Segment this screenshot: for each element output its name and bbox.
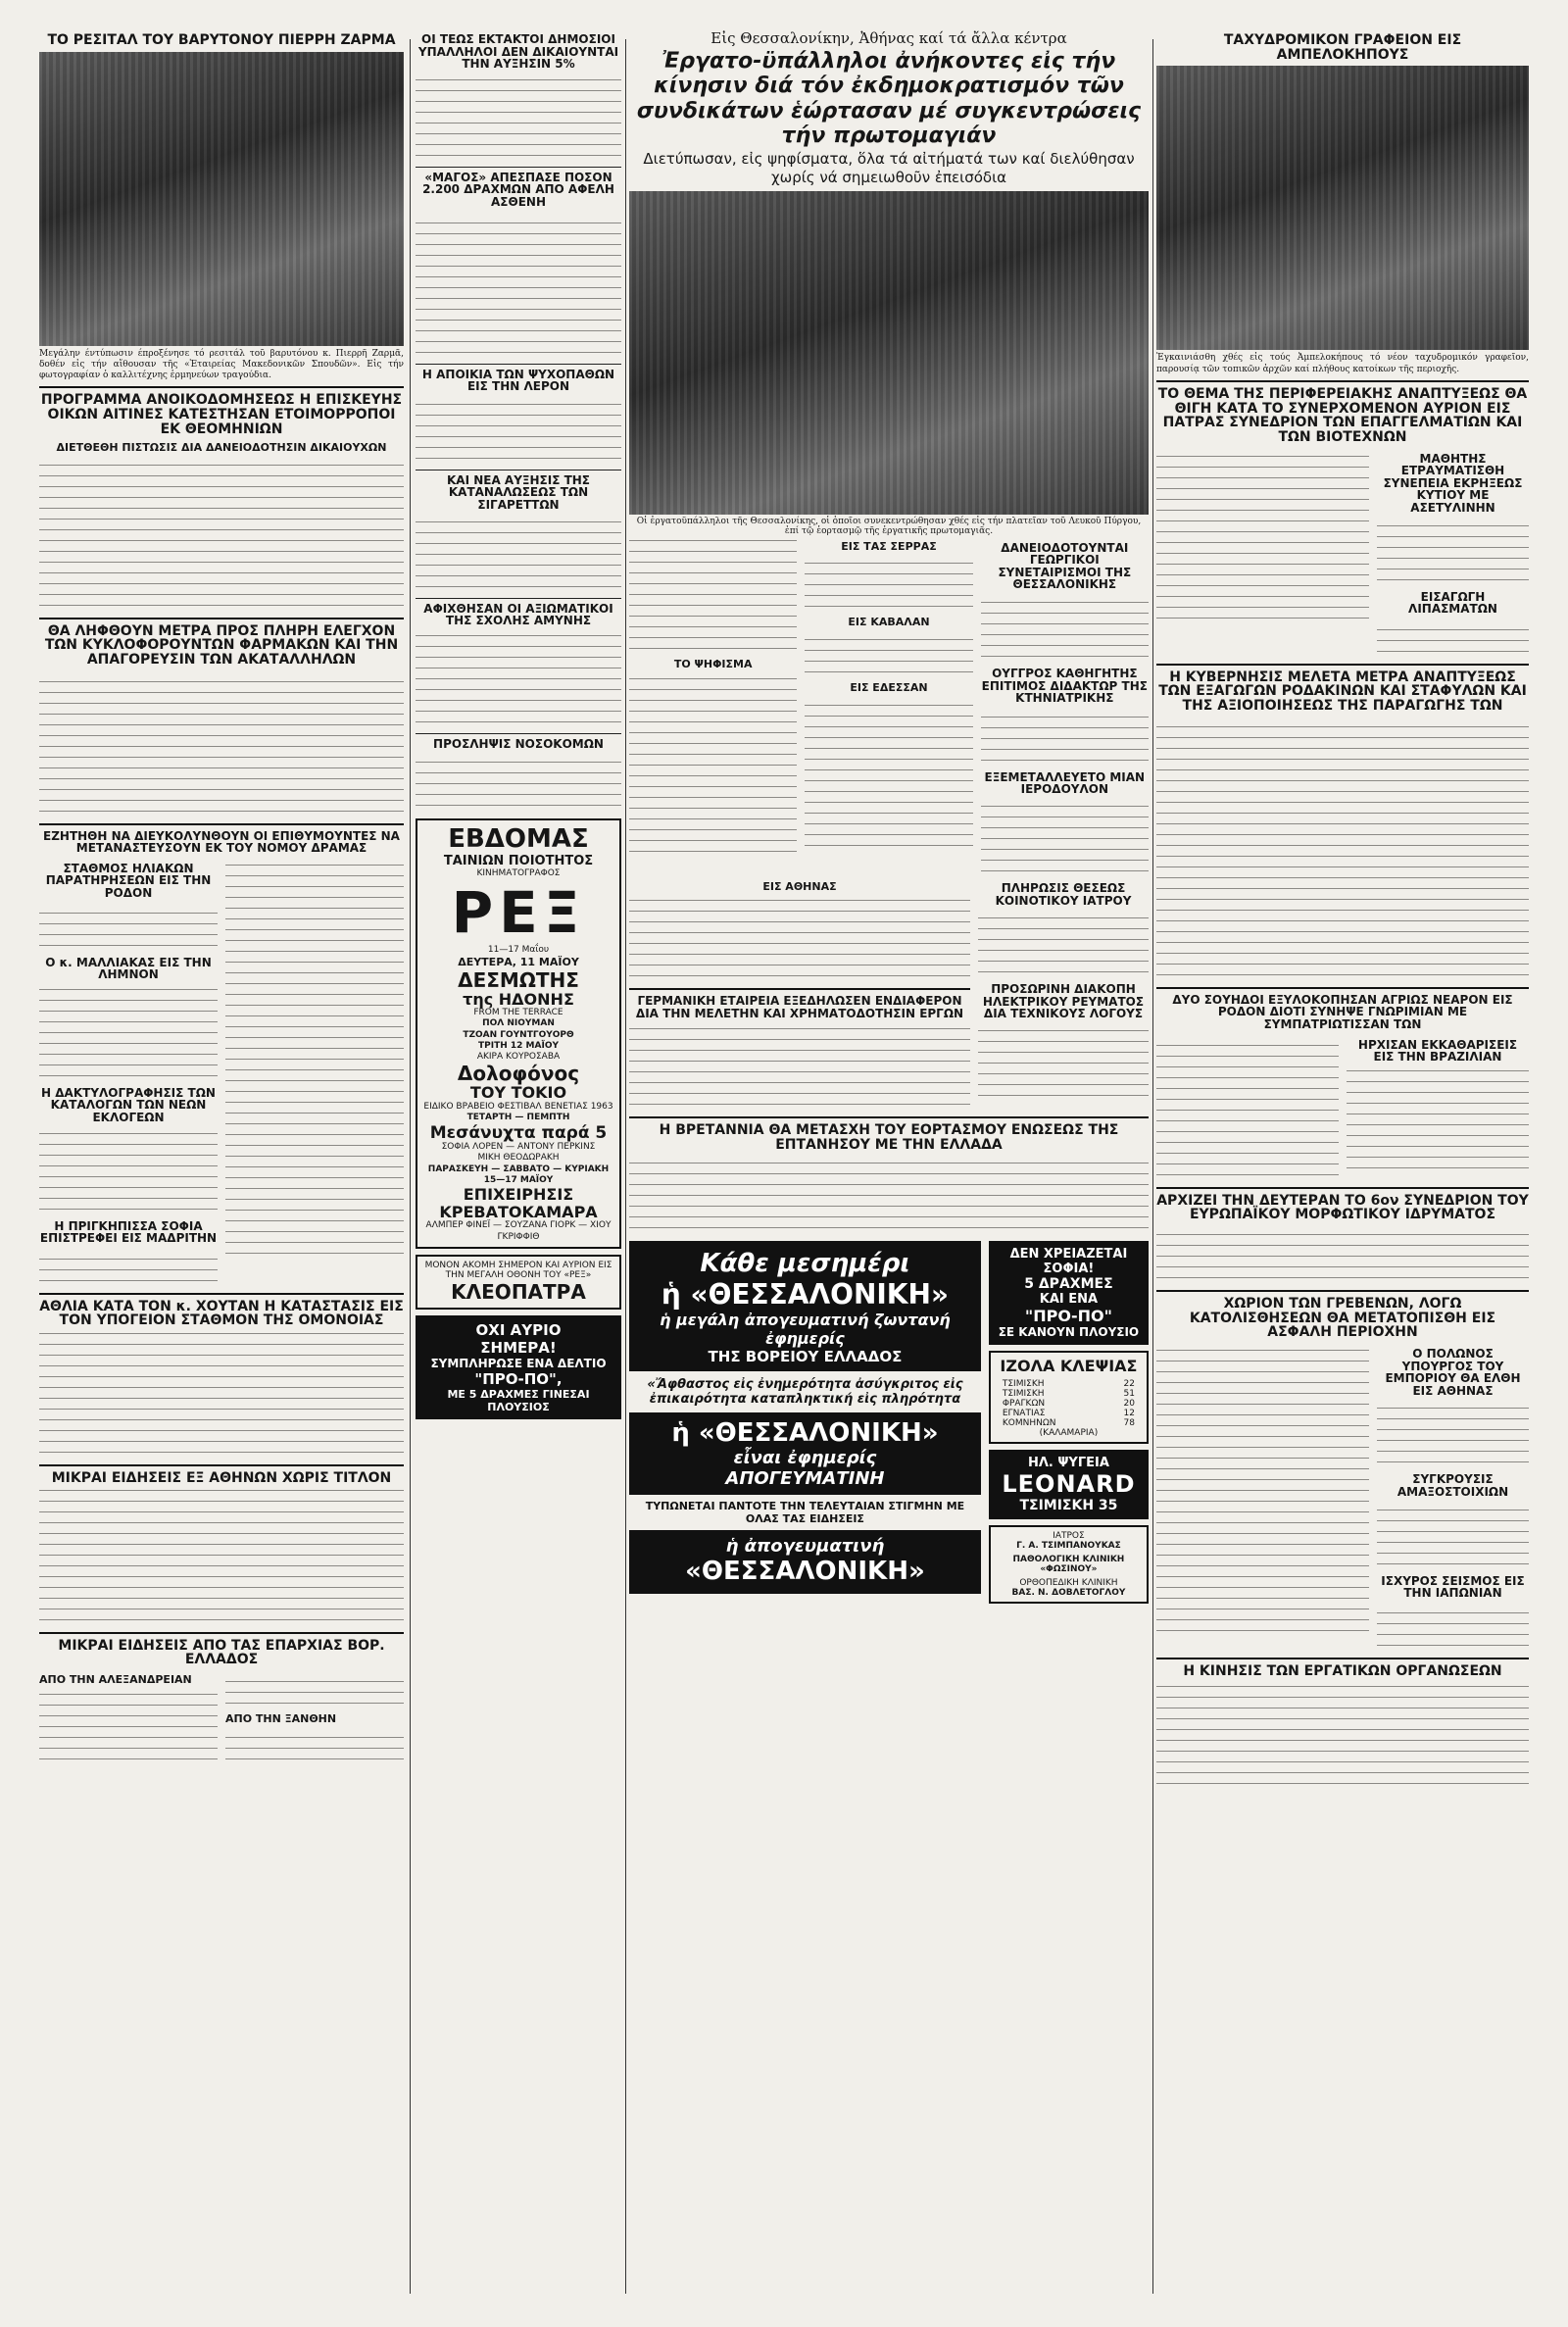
article-body (1156, 449, 1369, 625)
izola-row-name: ΕΓΝΑΤΙΑΣ (1002, 1408, 1046, 1418)
recital-photo-caption: Μεγάλην έντύπωσιν έπροξένησε τό ρεσιτάλ τοῦ βαρυτόνου κ. Πιερρῆ Ζαρμᾶ, δοθέν εἰς τήν αἴθουσαν τῆς «Ἑταιρείας Μακεδονικῶν Σπουδῶν». Εἰς τήν φωτογραφίαν ὁ καλλιτέχνης ἑρμηνεύων τραγούδια. (39, 348, 404, 381)
cinema-rex-ad (416, 818, 621, 1249)
headline-housing: ΠΡΟΓΡΑΜΜΑ ΑΝΟΙΚΟΔΟΜΗΣΕΩΣ Η ΕΠΙΣΚΕΥΗΣ ΟΙΚΩΝ ΑΙΤΙΝΕΣ ΚΑΤΕΣΤΗΣΑΝ ΕΤΟΙΜΟΡΡΟΠΟΙ ΕΚ ΘΕΟΜΗΝΙΩΝ (40, 392, 403, 437)
article-body (416, 631, 621, 729)
subhead-alexandreia: ΑΠΟ ΤΗΝ ΑΛΕΞΑΝΔΡΕΙΑΝ (39, 1673, 192, 1687)
headline-congress: ΑΡΧΙΖΕΙ ΤΗΝ ΔΕΥΤΕΡΑΝ ΤΟ 6ον ΣΥΝΕΔΡΙΟΝ ΤΟΥ ΕΥΡΩΠΑΪΚΟΥ ΜΟΡΦΩΤΙΚΟΥ ΙΔΡΥΜΑΤΟΣ (1156, 1192, 1529, 1223)
film-4-cast: ΑΛΜΠΕΡ ΦΙΝΕΪ — ΣΟΥΖΑΝΑ ΓΙΟΡΚ — ΧΙΟΥ ΓΚΡΙΦΦΙΘ (425, 1220, 612, 1242)
thess-l7: εἶναι ἐφημερίς (733, 1447, 877, 1468)
doctor-t4: ΟΡΘΟΠΕΔΙΚΗ ΚΛΙΝΙΚΗ (1019, 1577, 1118, 1588)
film-2-title: Δολοφόνος (457, 1062, 580, 1086)
film-2-note: ΕΙΔΙΚΟ ΒΡΑΒΕΙΟ ΦΕΣΤΙΒΑΛ ΒΕΝΕΤΙΑΣ 1963 (423, 1102, 613, 1112)
izola-row-number: 51 (1123, 1388, 1135, 1399)
article-body (39, 456, 404, 613)
film-2-title-b: ΤΟΥ ΤΟΚΙΟ (469, 1083, 567, 1103)
headline-labor: Η ΚΙΝΗΣΙΣ ΤΩΝ ΕΡΓΑΤΙΚΩΝ ΟΡΓΑΝΩΣΕΩΝ (1183, 1662, 1502, 1679)
doctor-t3: ΠΑΘΟΛΟΓΙΚΗ ΚΛΙΝΙΚΗ «ΦΩΣΙΝΟΥ» (1012, 1554, 1125, 1574)
doctor-t5: ΒΑΣ. Ν. ΔΟΒΛΕΤΟΓΛΟΥ (1011, 1587, 1126, 1598)
article-body (1347, 1067, 1529, 1175)
headline-drama: ΕΖΗΤΗΘΗ ΝΑ ΔΙΕΥΚΟΛΥΝΘΟΥΝ ΟΙ ΕΠΙΘΥΜΟΥΝΤΕΣ ΝΑ ΜΕΤΑΝΑΣΤΕΥΣΟΥΝ ΕΚ ΤΟΥ ΝΟΜΟΥ ΔΡΑΜΑΣ (43, 828, 400, 856)
film-1-original: FROM THE TERRACE (473, 1008, 564, 1018)
thess-l3: ἡ μεγάλη ἀπογευματινή ζωντανή ἐφημερίς (660, 1310, 951, 1348)
izola-row-number: 78 (1123, 1417, 1135, 1428)
headline-peaches: Η ΚΥΒΕΡΝΗΣΙΣ ΜΕΛΕΤΑ ΜΕΤΡΑ ΑΝΑΠΤΥΞΕΩΣ ΤΩΝ ΕΞΑΓΩΓΩΝ ΡΟΔΑΚΙΝΩΝ ΚΑΙ ΣΤΑΦΥΛΩΝ ΚΑΙ ΤΗΣ ΑΞΙΟΠΟΙΗΣΕΩΣ ΤΗΣ ΠΑΡΑΓΩΓΗΣ ΤΩΝ (1158, 668, 1527, 715)
propo-side-l4: "ΠΡΟ-ΠΟ" (1024, 1306, 1112, 1325)
column-divider (625, 39, 626, 2294)
film-3-cast: ΣΟΦΙΑ ΛΟΡΕΝ — ΑΝΤΟΝΥ ΠΕΡΚΙΝΣ (441, 1142, 596, 1153)
izola-row (995, 1379, 1143, 1389)
headline-patras: ΤΟ ΘΕΜΑ ΤΗΣ ΠΕΡΙΦΕΡΕΙΑΚΗΣ ΑΝΑΠΤΥΞΕΩΣ ΘΑ ΘΙΓΗ ΚΑΤΑ ΤΟ ΣΥΝΕΡΧΟΜΕΝΟΝ ΑΥΡΙΟΝ ΕΙΣ ΠΑΤΡΑΣ ΣΥΝΕΔΡΙΟΝ ΤΩΝ ΕΠΑΓΓΕΛΜΑΤΙΩΝ ΚΑΙ ΤΩΝ ΒΙΟΤΕΧΝΩΝ (1157, 385, 1528, 445)
cinema-day-1: ΔΕΥΤΕΡΑ, 11 ΜΑΪΟΥ (458, 955, 579, 968)
article-body (39, 671, 404, 818)
izola-area: (ΚΑΛΑΜΑΡΙΑ) (1039, 1427, 1099, 1438)
article-body (805, 555, 972, 614)
main-kicker: Εἰς Θεσσαλονίκην, Ἀθήνας καί τά ἄλλα κέντρα (710, 29, 1067, 47)
thess-l10: ἡ ἀπογευματινή (725, 1535, 885, 1557)
cinema-week: ΕΒΔΟΜΑΣ (448, 824, 589, 855)
subhead-kavala: ΕΙΣ ΚΑΒΑΛΑΝ (848, 615, 930, 628)
thess-l2: ἡ «ΘΕΣΣΑΛΟΝΙΚΗ» (661, 1277, 950, 1311)
article-body (225, 859, 404, 1261)
izola-row-name: ΤΣΙΜΙΣΚΗ (1002, 1388, 1045, 1399)
headline-leros: Η ΑΠΟΙΚΙΑ ΤΩΝ ΨΥΧΟΠΑΘΩΝ ΕΙΣ ΤΗΝ ΛΕΡΟΝ (421, 367, 615, 394)
headline-swedes: ΔΥΟ ΣΟΥΗΔΟΙ ΕΞΥΛΟΚΟΠΗΣΑΝ ΑΓΡΙΩΣ ΝΕΑΡΟΝ ΕΙΣ ΡΟΔΟΝ ΔΙΟΤΙ ΣΥΝΗΨΕ ΓΝΩΡΙΜΙΑΝ ΜΕ ΣΥΜΠΑΤΡΙΩΤΙΣΣΑΝ ΤΩΝ (1172, 992, 1513, 1032)
article-body (1156, 718, 1529, 982)
izola-title: ΙΖΟΛΑ ΚΛΕΨΙΑΣ (1000, 1356, 1138, 1375)
izola-row-number: 22 (1123, 1378, 1135, 1389)
leonard-brand: LEONARD (1002, 1469, 1136, 1498)
doctor-t1: ΙΑΤΡΟΣ (1053, 1530, 1085, 1541)
headline-magos: «ΜΑΓΟΣ» ΑΠΕΣΠΑΣΕ ΠΟΣΟΝ 2.200 ΔΡΑΧΜΩΝ ΑΠΟ ΑΦΕΛΗ ΑΣΘΕΝΗ (422, 170, 614, 209)
film-4-pre: ΜΙΚΗ ΘΕΟΔΩΡΑΚΗ (477, 1153, 560, 1164)
thess-l5: «Ἄφθαστος εἰς ἐνημερότητα ἀσύγκριτος εἰς ἐπικαιρότητα καταπληκτική εἰς πληρότητα (629, 1371, 981, 1412)
izola-row (995, 1389, 1143, 1399)
article-body (416, 516, 621, 594)
film-1-title: ΔΕΣΜΩΤΗΣ (458, 967, 579, 992)
propo-ad (416, 1315, 621, 1419)
thess-l9: ΤΥΠΩΝΕΤΑΙ ΠΑΝΤΟΤΕ ΤΗΝ ΤΕΛΕΥΤΑΙΑΝ ΣΤΙΓΜΗΝ ΜΕ ΟΛΑΣ ΤΑΣ ΕΙΔΗΣΕΙΣ (629, 1495, 981, 1530)
column-2 (416, 29, 621, 2284)
izola-row-name: ΚΟΜΝΗΝΩΝ (1002, 1417, 1056, 1428)
recital-photo (39, 52, 404, 346)
headline-rhodes-solar: ΣΤΑΘΜΟΣ ΗΛΙΑΚΩΝ ΠΑΡΑΤΗΡΗΣΕΩΝ ΕΙΣ ΤΗΝ ΡΟΔΟΝ (45, 861, 212, 900)
izola-row-name: ΦΡΑΓΚΩΝ (1002, 1398, 1046, 1409)
article-body (1377, 1401, 1529, 1469)
leonard-ad (989, 1450, 1149, 1519)
izola-row-number: 20 (1123, 1398, 1135, 1409)
cinema-films: ΤΑΙΝΙΩΝ ΠΟΙΟΤΗΤΟΣ (443, 854, 594, 869)
column-divider (410, 39, 411, 2294)
headline-brazil: ΗΡΧΙΣΑΝ ΕΚΚΑΘΑΡΙΣΕΙΣ ΕΙΣ ΤΗΝ ΒΡΑΖΙΛΙΑΝ (1357, 1037, 1518, 1064)
article-body (805, 696, 972, 853)
headline-fertilizer: ΕΙΣΑΓΩΓΗ ΛΙΠΑΣΜΑΤΩΝ (1408, 589, 1497, 617)
cinema-kind: ΚΙΝΗΜΑΤΟΓΡΑΦΟΣ (476, 868, 561, 879)
propo-l1: ΟΧΙ ΑΥΡΙΟ (475, 1320, 562, 1339)
headline-athens-news: ΜΙΚΡΑΙ ΕΙΔΗΣΕΙΣ ΕΞ ΑΘΗΝΩΝ ΧΩΡΙΣ ΤΙΤΛΟΝ (51, 1470, 392, 1487)
leonard-addr: ΤΣΙΜΙΣΚΗ 35 (1019, 1497, 1118, 1513)
column-divider (1152, 39, 1153, 2294)
film-4-title: ΕΠΙΧΕΙΡΗΣΙΣ ΚΡΕΒΑΤΟΚΑΜΑΡΑ (439, 1185, 598, 1221)
subhead-athens: ΕΙΣ ΑΘΗΝΑΣ (762, 880, 837, 894)
headline-drugs: ΘΑ ΛΗΦΘΟΥΝ ΜΕΤΡΑ ΠΡΟΣ ΠΛΗΡΗ ΕΛΕΓΧΟΝ ΤΩΝ ΚΥΚΛΟΦΟΡΟΥΝΤΩΝ ΦΑΡΜΑΚΩΝ ΚΑΙ ΤΗΝ ΑΠΑΓΟΡΕΥΣΙΝ ΤΩΝ ΑΚΑΤΑΛΛΗΛΩΝ (44, 622, 399, 668)
cinema-days-4: ΠΑΡΑΣΚΕΥΗ — ΣΑΒΒΑΤΟ — ΚΥΡΙΑΚΗ 15—17 ΜΑΪΟΥ (427, 1164, 610, 1185)
cinema-day-2: ΤΡΙΤΗ 12 ΜΑΪΟΥ (478, 1040, 559, 1051)
article-body (39, 1332, 404, 1460)
article-body (225, 1671, 404, 1710)
postoffice-photo (1156, 66, 1529, 350)
article-body (1156, 1683, 1529, 1791)
article-body (39, 1249, 218, 1288)
article-body (1377, 1503, 1529, 1571)
recital-photo-title: ΤΟ ΡΕΣΙΤΑΛ ΤΟΥ ΒΑΡΥΤΟΝΟΥ ΠΙΕΡΡΗ ΖΑΡΜΑ (47, 32, 396, 48)
headline-officers: ΑΦΙΧΘΗΣΑΝ ΟΙ ΑΞΙΩΜΑΤΙΚΟΙ ΤΗΣ ΣΧΟΛΗΣ ΑΜΥΝΗΣ (423, 601, 613, 628)
mayday-photo-caption: Οἱ ἐργατοϋπάλληλοι τῆς Θεσσαλονίκης, οἱ ὁποῖοι συνεκεντρώθησαν χθές εἰς τήν πλατεῖαν τοῦ Λευκοῦ Πύργου, ἐπί τῷ ἑορτασμῷ τῆς ἐργατικῆς πρωτομαγιᾶς. (636, 516, 1142, 536)
article-body (981, 800, 1149, 878)
headline-province-news: ΜΙΚΡΑΙ ΕΙΔΗΣΕΙΣ ΑΠΟ ΤΑΣ ΕΠΑΡΧΙΑΣ ΒΟΡ. ΕΛΛΑΔΟΣ (58, 1637, 385, 1668)
headline-loans: ΔΑΝΕΙΟΔΟΤΟΥΝΤΑΙ ΓΕΩΡΓΙΚΟΙ ΣΥΝΕΤΑΙΡΙΣΜΟΙ ΤΗΣ ΘΕΣΣΑΛΟΝΙΚΗΣ (998, 540, 1132, 592)
propo-l2: ΣΗΜΕΡΑ! (480, 1338, 557, 1357)
headline-train-crash: ΣΥΓΚΡΟΥΣΙΣ ΑΜΑΞΟΣΤΟΙΧΙΩΝ (1396, 1472, 1509, 1500)
propo-side-l2: 5 ΔΡΑΧΜΕΣ (1024, 1275, 1113, 1292)
izola-row (995, 1418, 1143, 1428)
cinema-name: ΡΕΞ (451, 878, 586, 946)
headline-cigarettes: ΚΑΙ ΝΕΑ ΑΥΞΗΣΙΣ ΤΗΣ ΚΑΤΑΝΑΛΩΣΕΩΣ ΤΩΝ ΣΙΓΑΡΕΤΤΩΝ (447, 472, 590, 512)
doctor-ad (989, 1525, 1149, 1604)
film-3-title: Μεσάνυχτα παρά 5 (429, 1122, 608, 1143)
film-1-cast-2: ΤΖΟΑΝ ΓΟΥΝΤΓΟΥΟΡΘ (463, 1029, 574, 1040)
article-body (416, 397, 621, 466)
main-subheadline: Διετύπωσαν, εἰς ψηφίσματα, ὅλα τά αἰτήματά των καί διελύθησαν χωρίς νά σημειωθοῦν ἐπεισόδια (643, 150, 1135, 186)
headline-catalogues: Η ΔΑΚΤΥΛΟΓΡΑΦΗΣΙΣ ΤΩΝ ΚΑΤΑΛΟΓΩΝ ΤΩΝ ΝΕΩΝ ΕΚΛΟΓΕΩΝ (41, 1085, 216, 1124)
article-body (629, 672, 797, 859)
cleopatra-ad (416, 1255, 621, 1310)
article-body (981, 595, 1149, 664)
thessaloniki-ad (629, 1241, 981, 1594)
film-2-director: ΑΚΙΡΑ ΚΟΥΡΟΣΑΒΑ (476, 1052, 561, 1063)
izola-row (995, 1399, 1143, 1409)
column-1 (39, 29, 404, 1980)
article-body (39, 1688, 218, 1766)
headline-britain: Η ΒΡΕΤΑΝΝΙΑ ΘΑ ΜΕΤΑΣΧΗ ΤΟΥ ΕΟΡΤΑΣΜΟΥ ΕΝΩΣΕΩΣ ΤΗΣ ΕΠΤΑΝΗΣΟΥ ΜΕ ΤΗΝ ΕΛΛΑΔΑ (659, 1122, 1119, 1153)
article-body (225, 1727, 404, 1766)
article-body (629, 538, 797, 656)
leonard-l1: ΗΛ. ΨΥΓΕΙΑ (1027, 1455, 1109, 1470)
thess-l4: ΤΗΣ ΒΟΡΕΙΟΥ ΕΛΛΑΔΟΣ (708, 1347, 903, 1365)
headline-priest: ΕΞΕΜΕΤΑΛΛΕΥΕΤΟ ΜΙΑΝ ΙΕΡΟΔΟΥΛΟΝ (984, 769, 1146, 797)
article-body (1156, 1344, 1369, 1638)
izola-ad (989, 1351, 1149, 1444)
article-body (1377, 1604, 1529, 1653)
article-body (39, 985, 218, 1083)
izola-row-name: ΤΣΙΜΙΣΚΗ (1002, 1378, 1045, 1389)
subhead-edessa: ΕΙΣ ΕΔΕΣΣΑΝ (850, 680, 928, 694)
subhead-xanthi: ΑΠΟ ΤΗΝ ΞΑΝΘΗΝ (225, 1712, 337, 1726)
propo-side-l1: ΔΕΝ ΧΡΕΙΑΖΕΤΑΙ ΣΟΦΙΑ! (1009, 1246, 1128, 1276)
subhead-vote: ΤΟ ΨΗΦΙΣΜΑ (673, 657, 753, 670)
thess-l6: ἡ «ΘΕΣΣΑΛΟΝΙΚΗ» (671, 1417, 939, 1448)
subhead-housing: ΔΙΕΤΘΕΘΗ ΠΙΣΤΩΣΙΣ ΔΙΑ ΔΑΝΕΙΟΔΟΤΗΣΙΝ ΔΙΚΑΙΟΥΧΩΝ (56, 440, 387, 454)
cinema-dates: 11—17 Μαΐου (487, 944, 550, 955)
article-body (416, 754, 621, 813)
article-body (1156, 1035, 1339, 1182)
article-body (416, 74, 621, 163)
izola-rows (995, 1379, 1143, 1428)
article-body (981, 709, 1149, 767)
headline-houtan: ΑΘΛΙΑ ΚΑΤΑ ΤΟΝ κ. ΧΟΥΤΑΝ Η ΚΑΤΑΣΤΑΣΙΣ ΕΙΣ ΤΟΝ ΥΠΟΓΕΙΟΝ ΣΤΑΘΜΟΝ ΤΗΣ ΟΜΟΝΟΙΑΣ (39, 1298, 404, 1329)
cleopatra-intro: ΜΟΝΟΝ ΑΚΟΜΗ ΣΗΜΕΡΟΝ ΚΑΙ ΑΥΡΙΟΝ ΕΙΣ ΤΗΝ ΜΕΓΑΛΗ ΟΘΟΝΗ ΤΟΥ «ΡΕΞ» (424, 1260, 612, 1280)
film-1-cast-1: ΠΟΛ ΝΙΟΥΜΑΝ (482, 1018, 555, 1029)
thess-l8: ΑΠΟΓΕΥΜΑΤΙΝΗ (725, 1467, 885, 1489)
headline-sofia: Η ΠΡΙΓΚΗΠΙΣΣΑ ΣΟΦΙΑ ΕΠΙΣΤΡΕΦΕΙ ΕΙΣ ΜΑΔΡΙΤΗΝ (39, 1218, 218, 1246)
article-body (39, 1128, 218, 1216)
article-body (416, 213, 621, 360)
headline-german: ΓΕΡΜΑΝΙΚΗ ΕΤΑΙΡΕΙΑ ΕΞΕΔΗΛΩΣΕΝ ΕΝΔΙΑΦΕΡΟΝ ΔΙΑ ΤΗΝ ΜΕΛΕΤΗΝ ΚΑΙ ΧΡΗΜΑΤΟΔΟΤΗΣΙΝ ΕΡΓΩΝ (635, 994, 964, 1020)
propo-l4: "ΠΡΟ-ΠΟ", (474, 1369, 563, 1388)
izola-row-number: 12 (1123, 1408, 1135, 1418)
thess-l1: Κάθε μεσημέρι (700, 1248, 910, 1278)
propo-side-l3: ΚΑΙ ΕΝΑ (1039, 1291, 1099, 1307)
propo-l3: ΣΥΜΠΛΗΡΩΣΕ ΕΝΑ ΔΕΛΤΙΟ (430, 1356, 607, 1370)
headline-grevena: ΧΩΡΙΟΝ ΤΩΝ ΓΡΕΒΕΝΩΝ, ΛΟΓΩ ΚΑΤΟΛΙΣΘΗΣΕΩΝ ΘΑ ΜΕΤΑΤΟΠΙΣΘΗ ΕΙΣ ΑΣΦΑΛΗ ΠΕΡΙΟΧΗΝ (1189, 1296, 1496, 1341)
article-body (978, 911, 1149, 979)
headline-malliakas: Ο κ. ΜΑΛΛΙΑΚΑΣ ΕΙΣ ΤΗΝ ΛΗΜΝΟΝ (45, 955, 212, 982)
headline-polish-minister: Ο ΠΟΛΩΝΟΣ ΥΠΟΥΡΓΟΣ ΤΟΥ ΕΜΠΟΡΙΟΥ ΘΑ ΕΛΘΗ ΕΙΣ ΑΘΗΝΑΣ (1385, 1347, 1521, 1398)
postoffice-photo-caption: Ἐγκαινιάσθη χθές εἰς τούς Ἀμπελοκήπους τό νέον ταχυδρομικόν γραφεῖον, παρουσίᾳ τῶν τοπικῶν ἀρχῶν καί πλήθους κατοίκων τῆς περιοχῆς. (1156, 353, 1529, 374)
headline-professor: ΟΥΓΓΡΟΣ ΚΑΘΗΓΗΤΗΣ ΕΠΙΤΙΜΟΣ ΔΙΔΑΚΤΩΡ ΤΗΣ ΚΤΗΝΙΑΤΡΙΚΗΣ (981, 667, 1148, 706)
article-body (805, 630, 972, 679)
headline-student: ΜΑΘΗΤΗΣ ΕΤΡΑΥΜΑΤΙΣΘΗ ΣΥΝΕΠΕΙΑ ΕΚΡΗΞΕΩΣ ΚΥΤΙΟΥ ΜΕ ΑΣΕΤΥΛΙΝΗΝ (1383, 451, 1523, 515)
film-1-title-b: της ΗΔΟΝΗΣ (463, 989, 574, 1009)
thess-l11: «ΘΕΣΣΑΛΟΝΙΚΗ» (685, 1556, 925, 1586)
propo-side-l5: ΣΕ ΚΑΝΟΥΝ ΠΛΟΥΣΙΟ (998, 1324, 1140, 1339)
article-body (629, 1157, 1149, 1235)
cleopatra-title: ΚΛΕΟΠΑΤΡΑ (451, 1279, 586, 1304)
propo-side-ad (989, 1241, 1149, 1345)
doctor-t2: Γ. Α. ΤΣΙΜΠΑΝΟΥΚΑΣ (1016, 1540, 1121, 1551)
article-body (1377, 619, 1529, 659)
main-headline: Ἐργατο-ϋπάλληλοι ἀνήκοντες εἰς τήν κίνησιν διά τόν ἐκδημοκρατισμόν τῶν συνδικάτων ἑώρτασαν μέ συγκεντρώσεις τήν πρωτομαγιάν (636, 49, 1142, 148)
subhead-serres: ΕΙΣ ΤΑΣ ΣΕΡΡΑΣ (841, 539, 937, 553)
postoffice-photo-title: ΤΑΧΥΔΡΟΜΙΚΟΝ ΓΡΑΦΕΙΟΝ ΕΙΣ ΑΜΠΕΛΟΚΗΠΟΥΣ (1223, 32, 1462, 63)
headline-electric: ΠΡΟΣΩΡΙΝΗ ΔΙΑΚΟΠΗ ΗΛΕΚΤΡΙΚΟΥ ΡΕΥΜΑΤΟΣ ΔΙΑ ΤΕΧΝΙΚΟΥΣ ΛΟΓΟΥΣ (982, 982, 1145, 1021)
article-body (1377, 519, 1529, 587)
column-3 (629, 29, 1149, 2284)
propo-l5: ΜΕ 5 ΔΡΑΧΜΕΣ ΓΙΝΕΣΑΙ ΠΛΟΥΣΙΟΣ (447, 1387, 590, 1413)
cinema-day-3: ΤΕΤΑΡΤΗ — ΠΕΜΠΤΗ (466, 1113, 570, 1123)
headline-japan-quake: ΙΣΧΥΡΟΣ ΣΕΙΣΜΟΣ ΕΙΣ ΤΗΝ ΙΑΠΩΝΙΑΝ (1381, 1573, 1525, 1601)
headline-employees: ΟΙ ΤΕΩΣ ΕΚΤΑΚΤΟΙ ΔΗΜΟΣΙΟΙ ΥΠΑΛΛΗΛΟΙ ΔΕΝ ΔΙΚΑΙΟΥΝΤΑΙ ΤΗΝ ΑΥΞΗΣΙΝ 5% (417, 32, 619, 72)
article-body (39, 904, 218, 953)
article-body (629, 895, 970, 983)
mayday-photo (629, 191, 1149, 515)
headline-doctor: ΠΛΗΡΩΣΙΣ ΘΕΣΕΩΣ ΚΟΙΝΟΤΙΚΟΥ ΙΑΤΡΟΥ (995, 881, 1132, 908)
headline-nurses: ΠΡΟΣΛΗΨΙΣ ΝΟΣΟΚΟΜΩΝ (433, 736, 604, 751)
article-body (1156, 1226, 1529, 1285)
article-body (39, 1490, 404, 1627)
article-body (629, 1023, 970, 1112)
article-body (978, 1024, 1149, 1103)
column-4 (1156, 29, 1529, 2284)
izola-row (995, 1409, 1143, 1418)
